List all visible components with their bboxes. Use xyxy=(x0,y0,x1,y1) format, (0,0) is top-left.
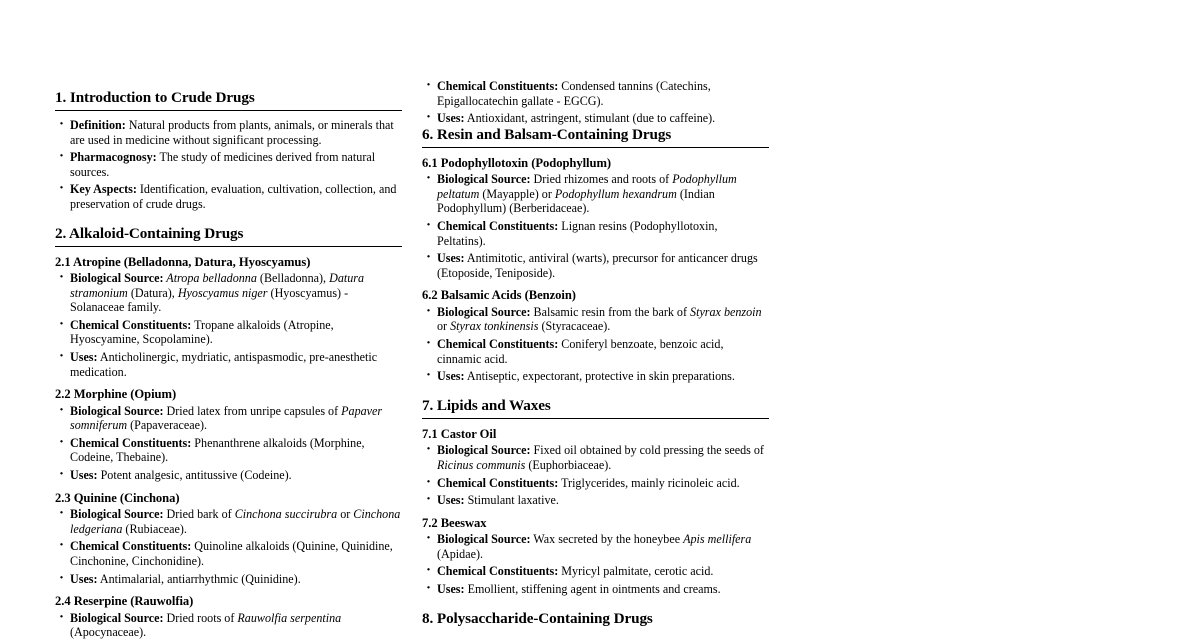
item-text: Antimitotic, antiviral (warts), precursor for anticancer drugs (Etoposide, Teniposide). xyxy=(437,251,758,280)
section xyxy=(422,610,769,627)
list-item xyxy=(422,564,769,579)
bullet-list xyxy=(422,443,769,507)
list-item xyxy=(422,111,769,126)
bullet-list xyxy=(55,611,402,640)
item-text-part: Datura stramonium xyxy=(70,271,365,300)
section xyxy=(55,89,402,212)
item-text-part: Podophyllum peltatum xyxy=(437,172,737,201)
item-label: Uses: xyxy=(437,251,465,266)
list-item xyxy=(55,611,402,640)
list-item xyxy=(422,172,769,216)
item-label: Uses: xyxy=(437,581,465,596)
list-item xyxy=(55,271,402,315)
item-label: Uses: xyxy=(70,571,98,586)
subsection xyxy=(422,516,769,597)
item-label: Biological Source: xyxy=(437,304,531,319)
section xyxy=(422,126,769,384)
item-label: Uses: xyxy=(437,111,465,126)
list-item xyxy=(55,572,402,587)
item-label: Uses: xyxy=(70,350,98,365)
item-text-part: Cinchona ledgeriana xyxy=(70,507,401,536)
list-item xyxy=(422,79,769,108)
item-label: Definition: xyxy=(70,118,126,133)
item-text: Natural products from plants, animals, or minerals that are used in medicine without significant processing. xyxy=(70,118,394,147)
item-text: Antiseptic, expectorant, protective in skin preparations. xyxy=(464,369,735,384)
list-item xyxy=(55,507,402,536)
item-text: Antimalarial, antiarrhythmic (Quinidine). xyxy=(97,571,301,586)
item-text-part: Dried bark of xyxy=(163,507,235,522)
item-label: Chemical Constituents: xyxy=(437,564,559,579)
item-label: Chemical Constituents: xyxy=(437,337,559,352)
item-text-part: (Indian Podophyllum) (Berberidaceae). xyxy=(437,186,715,216)
list-item xyxy=(422,305,769,334)
item-text: Coniferyl benzoate, benzoic acid, cinnamic acid. xyxy=(437,337,724,366)
section xyxy=(422,397,769,597)
list-item xyxy=(55,182,402,211)
subsection xyxy=(55,255,402,380)
bullet-list xyxy=(422,172,769,280)
item-text-part: (Papaveraceae). xyxy=(127,418,208,433)
item-label: Biological Source: xyxy=(70,610,164,625)
left-column xyxy=(55,0,402,640)
list-item xyxy=(55,118,402,147)
list-item xyxy=(422,251,769,280)
list-item xyxy=(422,443,769,472)
item-text-part: Styrax benzoin xyxy=(690,304,762,319)
list-item xyxy=(422,369,769,384)
item-label: Chemical Constituents: xyxy=(437,79,559,93)
bullet-list xyxy=(55,118,402,212)
continued-list-block xyxy=(422,79,769,126)
subsection-heading: 6.1 Podophyllotoxin (Podophyllum) xyxy=(422,155,612,170)
item-text: Anticholinergic, mydriatic, antispasmodic, pre-anesthetic medication. xyxy=(70,350,378,379)
section-heading: 2. Alkaloid-Containing Drugs xyxy=(55,225,402,247)
item-text-part: (Hyoscyamus) - Solanaceae family. xyxy=(70,285,349,315)
item-text-part: (Datura), xyxy=(127,285,178,300)
list-item xyxy=(422,493,769,508)
item-text: Quinoline alkaloids (Quinine, Quinidine, Cinchonine, Cinchonidine). xyxy=(70,539,393,568)
item-label: Uses: xyxy=(70,468,98,483)
bullet-list xyxy=(55,271,402,379)
item-text-part: Dried latex from unripe capsules of xyxy=(163,403,342,418)
list-item xyxy=(55,468,402,483)
item-label: Uses: xyxy=(437,369,465,384)
item-label: Biological Source: xyxy=(70,403,164,418)
item-text-part: Ricinus communis xyxy=(437,457,526,472)
item-label: Biological Source: xyxy=(70,507,164,522)
item-text-part: Styrax tonkinensis xyxy=(450,319,539,334)
item-text: Triglycerides, mainly ricinoleic acid. xyxy=(558,475,740,490)
item-text-part: Fixed oil obtained by cold pressing the seeds of xyxy=(530,443,764,458)
item-label: Biological Source: xyxy=(70,271,164,286)
item-text-part: Apis mellifera xyxy=(683,532,752,547)
item-text-part: Dried roots of xyxy=(163,610,238,625)
item-text-part: Atropa belladonna xyxy=(163,271,257,286)
section xyxy=(55,225,402,640)
item-text-part: (Mayapple) or xyxy=(479,186,555,201)
section-heading: 7. Lipids and Waxes xyxy=(422,397,769,419)
item-label: Pharmacognosy: xyxy=(70,150,157,165)
item-text-part: (Styracaceae). xyxy=(538,319,611,334)
item-text: Myricyl palmitate, cerotic acid. xyxy=(558,564,714,579)
subsection xyxy=(55,387,402,482)
item-text: Identification, evaluation, cultivation, collection, and preservation of crude drugs. xyxy=(70,182,397,211)
item-text: Stimulant laxative. xyxy=(464,493,559,508)
list-item xyxy=(55,436,402,465)
bullet-list xyxy=(55,507,402,586)
subsection-heading: 7.1 Castor Oil xyxy=(422,426,497,441)
item-label: Chemical Constituents: xyxy=(70,539,192,554)
section-heading: 8. Polysaccharide-Containing Drugs xyxy=(422,609,653,627)
item-text: Phenanthrene alkaloids (Morphine, Codeine, Thebaine). xyxy=(70,435,365,465)
subsection xyxy=(55,594,402,640)
section-heading: 6. Resin and Balsam-Containing Drugs xyxy=(422,126,769,148)
item-text-part: or xyxy=(337,507,354,522)
list-item xyxy=(55,150,402,179)
subsection xyxy=(422,288,769,383)
item-text: The study of medicines derived from natural sources. xyxy=(70,150,376,179)
item-text-part: Papaver somniferum xyxy=(70,403,383,433)
item-label: Biological Source: xyxy=(437,532,531,547)
right-column-content xyxy=(422,0,769,627)
item-text-part: Balsamic resin from the bark of xyxy=(530,304,691,319)
item-text-part: Wax secreted by the honeybee xyxy=(530,532,684,547)
subsection-heading: 2.2 Morphine (Opium) xyxy=(55,387,177,402)
item-label: Chemical Constituents: xyxy=(70,435,192,450)
bullet-list xyxy=(422,305,769,384)
item-text: Lignan resins (Podophyllotoxin, Peltatins). xyxy=(437,219,718,248)
item-text-part: Cinchona succirubra xyxy=(234,507,338,522)
item-text-part: (Belladonna), xyxy=(256,271,330,286)
item-text-part: Hyoscyamus niger xyxy=(177,285,268,300)
item-label: Chemical Constituents: xyxy=(437,475,559,490)
item-label: Chemical Constituents: xyxy=(437,219,559,234)
list-item xyxy=(422,532,769,561)
right-column xyxy=(422,0,769,627)
item-text-part: (Euphorbiaceae). xyxy=(525,457,612,472)
item-text-part: or xyxy=(437,319,451,334)
bullet-list xyxy=(55,404,402,483)
list-item xyxy=(55,404,402,433)
item-label: Biological Source: xyxy=(437,443,531,458)
list-item xyxy=(422,476,769,491)
item-label: Key Aspects: xyxy=(70,182,137,197)
item-text: Antioxidant, astringent, stimulant (due to caffeine). xyxy=(464,111,716,126)
left-column-content xyxy=(55,0,402,640)
item-text-part: Podophyllum hexandrum xyxy=(554,186,677,201)
item-label: Chemical Constituents: xyxy=(70,317,192,332)
item-text: Potent analgesic, antitussive (Codeine). xyxy=(97,468,292,483)
bullet-list xyxy=(422,79,769,126)
subsection xyxy=(422,156,769,281)
list-item xyxy=(55,318,402,347)
item-label: Biological Source: xyxy=(437,172,531,187)
subsection-heading: 2.1 Atropine (Belladonna, Datura, Hyoscyamus) xyxy=(55,254,311,269)
subsection-heading: 2.4 Reserpine (Rauwolfia) xyxy=(55,594,194,609)
item-text: Tropane alkaloids (Atropine, Hyoscyamine, Scopolamine). xyxy=(70,317,334,347)
list-item xyxy=(55,350,402,379)
item-label: Uses: xyxy=(437,493,465,508)
item-text-part: (Rubiaceae). xyxy=(122,521,187,536)
item-text-part: (Apidae). xyxy=(437,546,484,561)
subsection-heading: 7.2 Beeswax xyxy=(422,515,487,530)
item-text: Condensed tannins (Catechins, Epigallocatechin gallate - EGCG). xyxy=(437,79,711,108)
item-text-part: Dried rhizomes and roots of xyxy=(530,172,673,187)
subsection xyxy=(422,427,769,508)
list-item xyxy=(55,539,402,568)
bullet-list xyxy=(422,532,769,596)
list-item xyxy=(422,582,769,597)
item-text-part: (Apocynaceae). xyxy=(70,625,147,640)
subsection-heading: 6.2 Balsamic Acids (Benzoin) xyxy=(422,288,576,303)
item-text-part: Rauwolfia serpentina xyxy=(237,610,342,625)
item-text: Emollient, stiffening agent in ointments and creams. xyxy=(464,581,721,596)
section-heading: 1. Introduction to Crude Drugs xyxy=(55,89,402,111)
list-item xyxy=(422,337,769,366)
subsection xyxy=(55,491,402,586)
list-item xyxy=(422,219,769,248)
subsection-heading: 2.3 Quinine (Cinchona) xyxy=(55,490,180,505)
